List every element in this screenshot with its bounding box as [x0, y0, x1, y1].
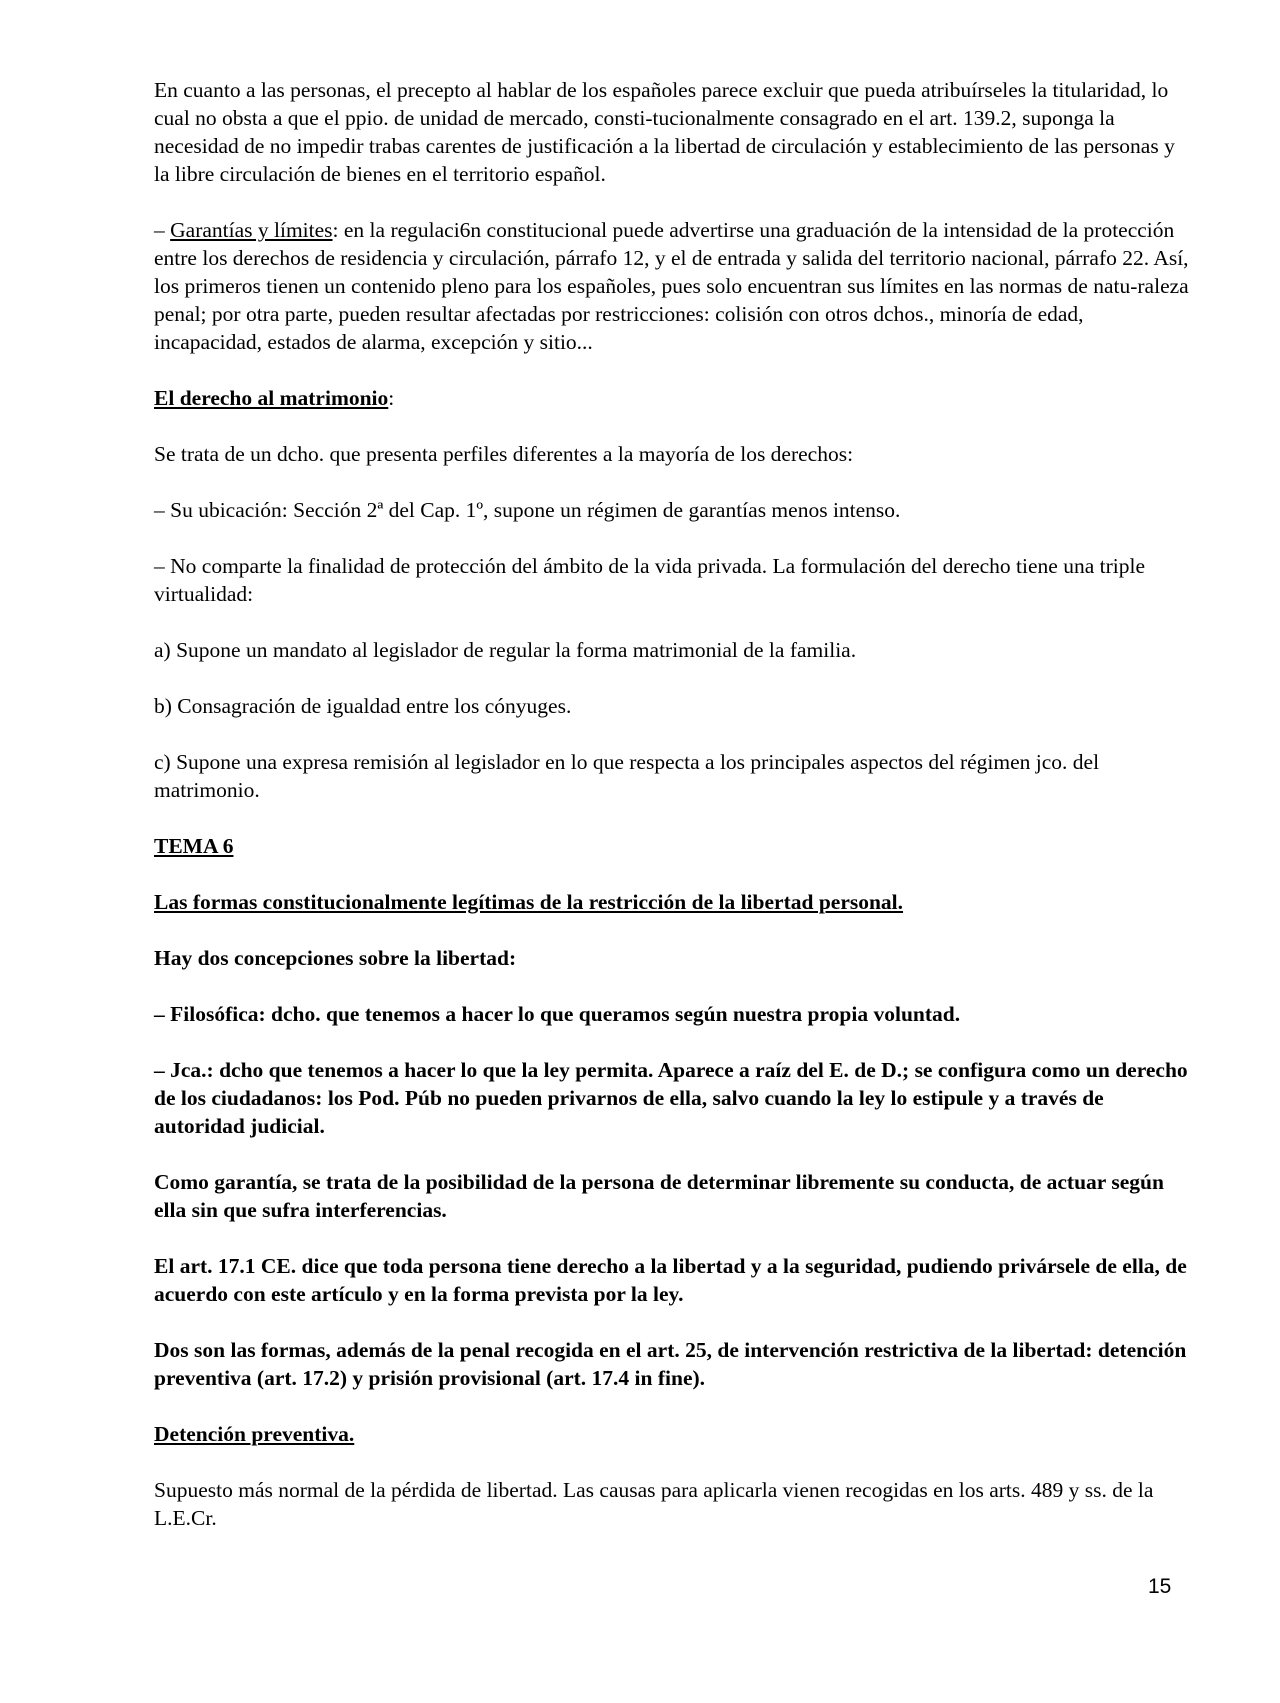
heading-tema-6: TEMA 6: [154, 834, 234, 858]
heading-detencion-preventiva: Detención preventiva.: [154, 1422, 355, 1446]
paragraph-art-17-1: El art. 17.1 CE. dice que toda persona tiene derecho a la libertad y a la seguridad, pudiendo privársele de ella, de acuerdo con este artículo y en la forma prevista por la ley.: [154, 1254, 1187, 1306]
list-item-b: b) Consagración de igualdad entre los cónyuges.: [154, 694, 572, 718]
paragraph-supuesto: Supuesto más normal de la pérdida de libertad. Las causas para aplicarla vienen recogidas en los arts. 489 y ss. de la L.E.Cr.: [154, 1478, 1154, 1530]
paragraph-garantias-body: : en la regulaci6n constitucional puede advertirse una graduación de la intensidad de la protección entre los derechos de residencia y circulación, párrafo 12, y el de entrada y salida del territorio nacional, párrafo 22. Así, los primeros tienen un contenido pleno para los españoles, pues solo encuentran sus límites en las normas de natu-raleza penal; por otra parte, pueden resultar afectadas por restricciones: colisión con otros dchos., minoría de edad, incapacidad, estados de alarma, excepción y sitio...: [154, 218, 1189, 354]
list-item-c: c) Supone una expresa remisión al legislador en lo que respecta a los principales aspectos del régimen jco. del matrimonio.: [154, 750, 1100, 802]
paragraph-personas: En cuanto a las personas, el precepto al hablar de los españoles parece excluir que pueda atribuírseles la titularidad, lo cual no obsta a que el ppio. de unidad de mercado, consti-tucionalmente consagrado en el art. 139.2, suponga la necesidad de no impedir trabas carentes de justificación a la libertad de circulación y establecimiento de las personas y la libre circulación de bienes en el territorio español.: [154, 78, 1175, 186]
paragraph-finalidad: – No comparte la finalidad de protección del ámbito de la vida privada. La formulación del derecho tiene una triple virtualidad:: [154, 554, 1145, 606]
paragraph-juridica: – Jca.: dcho que tenemos a hacer lo que la ley permita. Aparece a raíz del E. de D.; se configura como un derecho de los ciudadanos: los Pod. Púb no pueden privarnos de ella, salvo cuando la ley lo estipule y a través de autoridad judicial.: [154, 1058, 1188, 1138]
dash: –: [154, 218, 171, 242]
paragraph-perfiles: Se trata de un dcho. que presenta perfiles diferentes a la mayoría de los derechos:: [154, 442, 854, 466]
term-garantias-limites: Garantías y límites: [170, 218, 333, 242]
document-page: [154, 76, 1194, 1560]
heading-formas-restriccion: Las formas constitucionalmente legítimas de la restricción de la libertad personal.: [154, 890, 904, 914]
heading-matrimonio: [154, 384, 1194, 412]
paragraph-dos-formas: Dos son las formas, además de la penal recogida en el art. 25, de intervención restrictiva de la libertad: detención preventiva (art. 17.2) y prisión provisional (art. 17.4 in fine).: [154, 1338, 1187, 1390]
paragraph-filosofica: – Filosófica: dcho. que tenemos a hacer lo que queramos según nuestra propia voluntad.: [154, 1002, 961, 1026]
paragraph-concepciones: Hay dos concepciones sobre la libertad:: [154, 946, 517, 970]
heading-matrimonio-colon: :: [388, 386, 395, 410]
heading-matrimonio-text: El derecho al matrimonio: [154, 386, 389, 410]
page-number: 15: [1148, 1575, 1172, 1598]
paragraph-garantias: [154, 216, 1194, 356]
paragraph-garantia: Como garantía, se trata de la posibilidad de la persona de determinar libremente su conducta, de actuar según ella sin que sufra interferencias.: [154, 1170, 1164, 1222]
list-item-a: a) Supone un mandato al legislador de regular la forma matrimonial de la familia.: [154, 638, 857, 662]
paragraph-ubicacion: – Su ubicación: Sección 2ª del Cap. 1º, supone un régimen de garantías menos intenso.: [154, 498, 901, 522]
